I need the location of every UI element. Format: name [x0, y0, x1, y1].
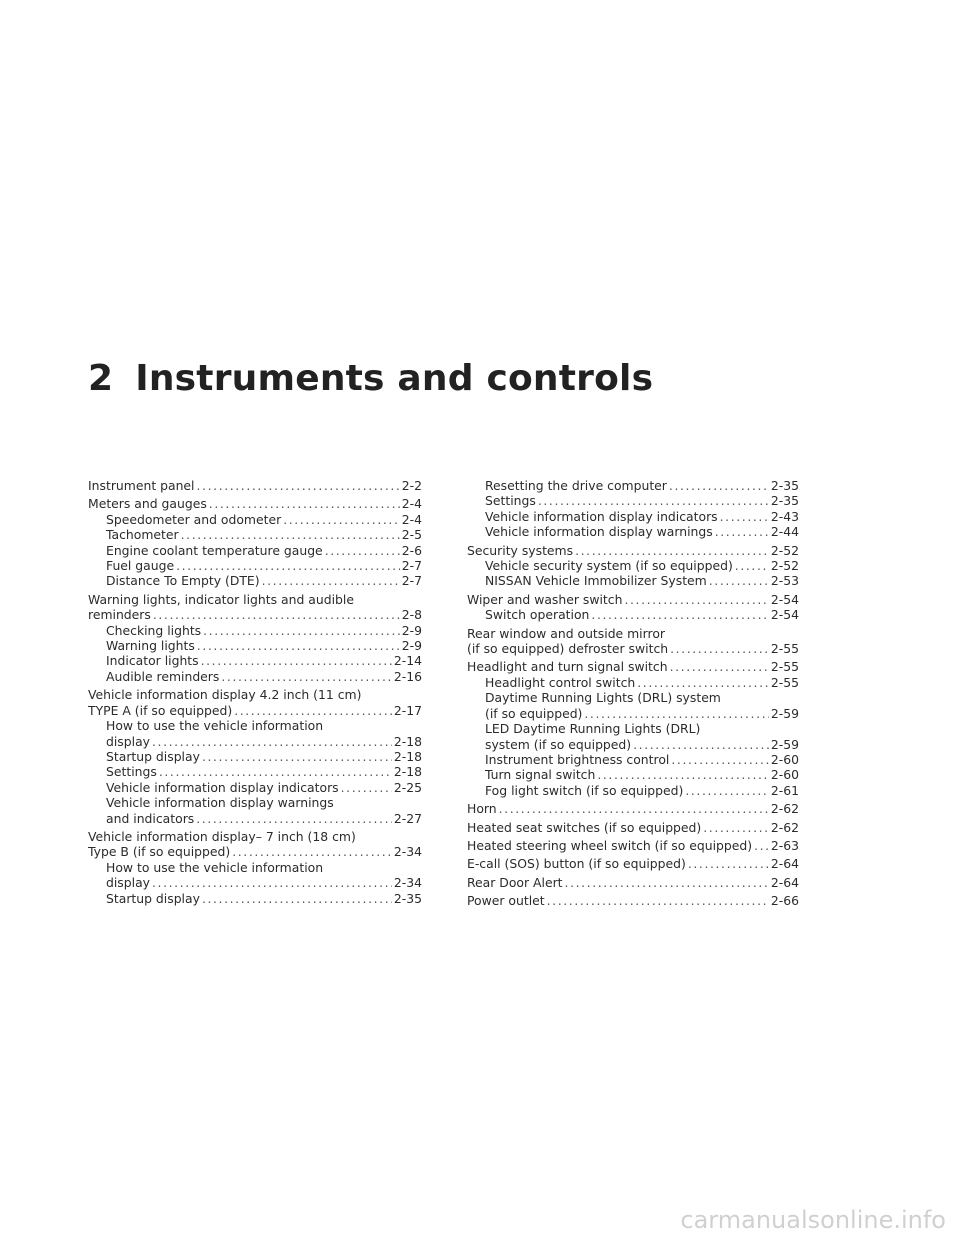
toc-entry-page: 2-7 — [401, 573, 422, 589]
toc-entry-title: Meters and gauges — [88, 496, 207, 512]
dot-leader — [202, 891, 392, 906]
toc-entry[interactable] — [88, 718, 422, 749]
dot-leader — [499, 801, 769, 816]
toc-entry-leader-line — [106, 764, 422, 779]
toc-entry-title: Audible reminders — [106, 668, 220, 684]
toc-entry-title: Switch operation — [485, 607, 590, 623]
toc-entry-title: Security systems — [467, 542, 574, 558]
dot-leader — [234, 703, 392, 718]
dot-leader — [152, 734, 392, 749]
toc-entry-leader-line — [485, 767, 799, 782]
toc-entry-page: 2-4 — [401, 496, 422, 512]
toc-entry-title: Tachometer — [106, 527, 179, 543]
dot-leader — [715, 524, 769, 539]
toc-entry-page: 2-17 — [393, 702, 422, 718]
chapter-number: 2 — [88, 358, 114, 399]
chapter-title — [88, 358, 653, 399]
toc-entry-title: NISSAN Vehicle Immobilizer System — [485, 573, 707, 589]
toc-entry[interactable] — [88, 749, 422, 764]
dot-leader — [153, 607, 400, 622]
toc-entry[interactable] — [88, 496, 422, 511]
toc-entry-leader-line — [106, 558, 422, 573]
toc-entry-title: display — [106, 733, 150, 749]
toc-entry-leader-line — [106, 623, 422, 638]
toc-entry-line: How to use the vehicle information — [106, 718, 324, 734]
toc-entry-title: Vehicle information display indicators — [106, 779, 339, 795]
toc-entry-page: 2-55 — [770, 674, 799, 690]
toc-entry-title: system (if so equipped) — [485, 736, 632, 752]
toc-entry-title: Vehicle information display indicators — [485, 508, 718, 524]
toc-entry-leader-line — [467, 592, 799, 607]
toc-entry-page: 2-14 — [393, 653, 422, 669]
toc-entry-leader-line — [485, 675, 799, 690]
dot-leader — [201, 653, 392, 668]
toc-entry-title: Engine coolant temperature gauge — [106, 542, 323, 558]
dot-leader — [197, 478, 400, 493]
toc-entry-title: Fog light switch (if so equipped) — [485, 782, 684, 798]
toc-entry-page: 2-59 — [770, 736, 799, 752]
toc-entry[interactable] — [88, 891, 422, 906]
toc-entry-page: 2-44 — [770, 524, 799, 540]
toc-entry-leader-line — [467, 801, 799, 816]
toc-entry-title: Settings — [106, 764, 157, 780]
dot-leader — [754, 838, 769, 853]
toc-entry-leader-line — [88, 496, 422, 511]
toc-entry-line: Vehicle information display warnings — [106, 795, 334, 811]
toc-entry-leader-line — [467, 838, 799, 853]
toc-entry-leader-line — [106, 811, 422, 826]
toc-entry-leader-line — [485, 478, 799, 493]
toc-entry-page: 2-18 — [393, 733, 422, 749]
toc-entry[interactable] — [88, 795, 422, 826]
toc-entry[interactable] — [467, 875, 799, 890]
toc-entry-page: 2-18 — [393, 748, 422, 764]
toc-entry-line: Vehicle information display 4.2 inch (11 cm) — [88, 687, 362, 703]
toc-entry-page: 2-64 — [770, 856, 799, 872]
toc-entry-title: E-call (SOS) button (if so equipped) — [467, 856, 686, 872]
toc-entry[interactable] — [467, 509, 799, 524]
toc-entry[interactable] — [88, 623, 422, 638]
toc-entry[interactable] — [467, 543, 799, 558]
toc-entry[interactable] — [88, 573, 422, 588]
toc-entry[interactable] — [467, 524, 799, 539]
toc-entry[interactable] — [467, 558, 799, 573]
toc-entry-leader-line — [467, 893, 799, 908]
dot-leader — [637, 675, 769, 690]
toc-entry-page: 2-34 — [393, 875, 422, 891]
toc-entry[interactable] — [88, 592, 422, 623]
toc-column-left — [88, 478, 422, 906]
toc-entry[interactable] — [467, 478, 799, 493]
toc-entry-title: Heated seat switches (if so equipped) — [467, 819, 702, 835]
toc-entry-leader-line — [467, 856, 799, 871]
toc-entry-leader-line — [485, 558, 799, 573]
toc-entry[interactable] — [467, 767, 799, 782]
toc-entry-leader-line — [467, 875, 799, 890]
toc-entry-line: LED Daytime Running Lights (DRL) — [485, 721, 701, 737]
toc-entry[interactable] — [467, 659, 799, 674]
toc-entry-leader-line — [106, 638, 422, 653]
toc-entry-title: Wiper and washer switch — [467, 591, 623, 607]
toc-entry-title: Warning lights — [106, 638, 195, 654]
toc-entry-leader-line — [106, 669, 422, 684]
dot-leader — [232, 844, 392, 859]
toc-entry[interactable] — [467, 675, 799, 690]
toc-entry-page: 2-54 — [770, 591, 799, 607]
toc-entry-page: 2-2 — [401, 478, 422, 493]
dot-leader — [547, 893, 769, 908]
dot-leader — [176, 558, 400, 573]
toc-entry-page: 2-63 — [770, 837, 799, 853]
dot-leader — [538, 493, 769, 508]
toc-entry[interactable] — [467, 783, 799, 798]
toc-entry-leader-line — [467, 641, 799, 656]
toc-entry-leader-line — [485, 607, 799, 622]
toc-entry-page: 2-53 — [770, 573, 799, 589]
toc-entry[interactable] — [88, 512, 422, 527]
toc-entry-leader-line — [467, 659, 799, 674]
toc-entry-page: 2-52 — [770, 558, 799, 574]
toc-entry-leader-line — [485, 752, 799, 767]
toc-entry-title: display — [106, 875, 150, 891]
toc-entry-line: Daytime Running Lights (DRL) system — [485, 690, 721, 706]
dot-leader — [196, 811, 392, 826]
toc-entry-page: 2-16 — [393, 668, 422, 684]
toc-entry[interactable] — [467, 493, 799, 508]
toc-entry-title: and indicators — [106, 810, 195, 826]
toc-entry-title: Horn — [467, 801, 497, 817]
watermark: carmanualsonline.info — [680, 1206, 946, 1234]
dot-leader — [720, 509, 769, 524]
toc-entry-page: 2-54 — [770, 607, 799, 623]
dot-leader — [671, 752, 769, 767]
toc-entry[interactable] — [467, 752, 799, 767]
toc-entry-page: 2-35 — [393, 890, 422, 906]
toc-entry[interactable] — [467, 893, 799, 908]
toc-entry-page: 2-55 — [770, 659, 799, 675]
toc-entry-page: 2-62 — [770, 801, 799, 817]
toc-entry-title: Distance To Empty (DTE) — [106, 573, 260, 589]
toc-entry-leader-line — [485, 573, 799, 588]
toc-entry-leader-line — [106, 573, 422, 588]
toc-entry-leader-line — [106, 527, 422, 542]
dot-leader — [221, 669, 392, 684]
toc-entry[interactable] — [88, 653, 422, 668]
dot-leader — [709, 573, 769, 588]
toc-entry-page: 2-60 — [770, 751, 799, 767]
toc-entry-leader-line — [467, 543, 799, 558]
toc-entry-title: (if so equipped) defroster switch — [467, 641, 669, 657]
toc-entry-page: 2-6 — [401, 542, 422, 558]
toc-entry-title: Fuel gauge — [106, 558, 175, 574]
toc-entry-leader-line — [106, 653, 422, 668]
toc-entry[interactable] — [467, 838, 799, 853]
toc-entry-title: Heated steering wheel switch (if so equipped) — [467, 837, 753, 853]
dot-leader — [341, 780, 392, 795]
toc-entry-page: 2-9 — [401, 638, 422, 654]
chapter-title-text: Instruments and controls — [135, 358, 654, 399]
toc-entry-leader-line — [106, 875, 422, 890]
toc-entry-leader-line — [106, 543, 422, 558]
dot-leader — [575, 543, 769, 558]
toc-entry-leader-line — [88, 478, 422, 493]
toc-entry[interactable] — [467, 690, 799, 721]
toc-entry-page: 2-60 — [770, 767, 799, 783]
dot-leader — [633, 737, 769, 752]
dot-leader — [202, 749, 392, 764]
toc-entry-title: Power outlet — [467, 893, 545, 909]
toc-entry[interactable] — [467, 721, 799, 752]
dot-leader — [670, 659, 769, 674]
toc-entry[interactable] — [88, 780, 422, 795]
toc-entry[interactable] — [88, 638, 422, 653]
toc-entry-leader-line — [106, 780, 422, 795]
dot-leader — [624, 592, 768, 607]
dot-leader — [735, 558, 769, 573]
toc-entry-leader-line — [467, 820, 799, 835]
toc-entry[interactable] — [88, 764, 422, 779]
toc-entry-title: Headlight control switch — [485, 674, 636, 690]
dot-leader — [262, 573, 400, 588]
toc-entry-leader-line — [485, 524, 799, 539]
toc-entry-leader-line — [106, 512, 422, 527]
toc-entry[interactable] — [88, 527, 422, 542]
toc-entry[interactable] — [467, 856, 799, 871]
toc-entry-title: Checking lights — [106, 622, 202, 638]
toc-entry-leader-line — [106, 749, 422, 764]
toc-entry-leader-line — [106, 891, 422, 906]
toc-entry-page: 2-59 — [770, 705, 799, 721]
toc-entry-leader-line — [106, 734, 422, 749]
toc-entry-line: Warning lights, indicator lights and audible — [88, 591, 354, 607]
dot-leader — [584, 706, 768, 721]
toc-entry[interactable] — [467, 626, 799, 657]
toc-entry[interactable] — [467, 607, 799, 622]
toc-entry-page: 2-27 — [393, 810, 422, 826]
toc-entry-leader-line — [485, 706, 799, 721]
toc-entry[interactable] — [467, 592, 799, 607]
toc-entry-page: 2-66 — [770, 893, 799, 909]
dot-leader — [669, 478, 769, 493]
toc-entry-title: Vehicle information display warnings — [485, 524, 713, 540]
toc-entry-page: 2-4 — [401, 511, 422, 527]
toc-entry-page: 2-25 — [393, 779, 422, 795]
toc-entry[interactable] — [467, 573, 799, 588]
toc-entry-page: 2-61 — [770, 782, 799, 798]
dot-leader — [209, 496, 400, 511]
toc-entry-page: 2-35 — [770, 493, 799, 509]
dot-leader — [181, 527, 400, 542]
toc-entry-title: Instrument panel — [88, 478, 195, 493]
dot-leader — [670, 641, 769, 656]
toc-entry-page: 2-18 — [393, 764, 422, 780]
toc-entry[interactable] — [88, 543, 422, 558]
toc-entry-title: Instrument brightness control — [485, 751, 670, 767]
toc-entry-page: 2-64 — [770, 874, 799, 890]
dot-leader — [197, 638, 400, 653]
toc-entry-line: Vehicle information display– 7 inch (18 cm) — [88, 828, 356, 844]
toc-entry-line: Rear window and outside mirror — [467, 625, 666, 641]
toc-entry-title: Headlight and turn signal switch — [467, 659, 668, 675]
toc-entry-title: reminders — [88, 607, 151, 623]
toc-entry-leader-line — [88, 607, 422, 622]
toc-entry-line: How to use the vehicle information — [106, 859, 324, 875]
dot-leader — [159, 764, 392, 779]
toc-entry-leader-line — [88, 703, 422, 718]
toc-entry-page: 2-8 — [401, 607, 422, 623]
toc-entry-title: Startup display — [106, 890, 200, 906]
toc-entry[interactable] — [88, 860, 422, 891]
dot-leader — [685, 783, 769, 798]
dot-leader — [152, 875, 392, 890]
toc-entry-leader-line — [485, 509, 799, 524]
toc-entry-page: 2-7 — [401, 558, 422, 574]
dot-leader — [565, 875, 769, 890]
toc-entry-title: Settings — [485, 493, 536, 509]
dot-leader — [283, 512, 400, 527]
toc-entry-page: 2-52 — [770, 542, 799, 558]
toc-entry-title: Turn signal switch — [485, 767, 596, 783]
toc-entry[interactable] — [88, 829, 422, 860]
toc-entry-leader-line — [88, 844, 422, 859]
toc-entry[interactable] — [88, 669, 422, 684]
toc-entry-title: Indicator lights — [106, 653, 199, 669]
toc-entry-title: Speedometer and odometer — [106, 511, 282, 527]
dot-leader — [325, 543, 400, 558]
dot-leader — [688, 856, 769, 871]
toc-entry-title: Rear Door Alert — [467, 874, 563, 890]
dot-leader — [703, 820, 769, 835]
toc-entry-title: TYPE A (if so equipped) — [88, 702, 233, 718]
toc-entry-page: 2-5 — [401, 527, 422, 543]
toc-entry-page: 2-9 — [401, 622, 422, 638]
dot-leader — [591, 607, 768, 622]
toc-entry-title: Vehicle security system (if so equipped) — [485, 558, 733, 574]
toc-entry-page: 2-34 — [393, 844, 422, 860]
toc-entry-page: 2-62 — [770, 819, 799, 835]
toc-entry[interactable] — [88, 478, 422, 493]
toc-entry[interactable] — [88, 687, 422, 718]
toc-entry-title: Resetting the drive computer — [485, 478, 667, 493]
toc-entry-page: 2-55 — [770, 641, 799, 657]
dot-leader — [597, 767, 769, 782]
toc-entry-leader-line — [485, 737, 799, 752]
toc-entry-title: Startup display — [106, 748, 200, 764]
toc-entry-leader-line — [485, 783, 799, 798]
dot-leader — [203, 623, 400, 638]
toc-entry-leader-line — [485, 493, 799, 508]
toc-entry[interactable] — [467, 820, 799, 835]
toc-entry[interactable] — [88, 558, 422, 573]
toc-entry-title: (if so equipped) — [485, 705, 583, 721]
toc-column-right — [467, 478, 799, 909]
toc-entry-page: 2-43 — [770, 508, 799, 524]
toc-entry-page: 2-35 — [770, 478, 799, 493]
toc-entry[interactable] — [467, 801, 799, 816]
toc-entry-title: Type B (if so equipped) — [88, 844, 231, 860]
